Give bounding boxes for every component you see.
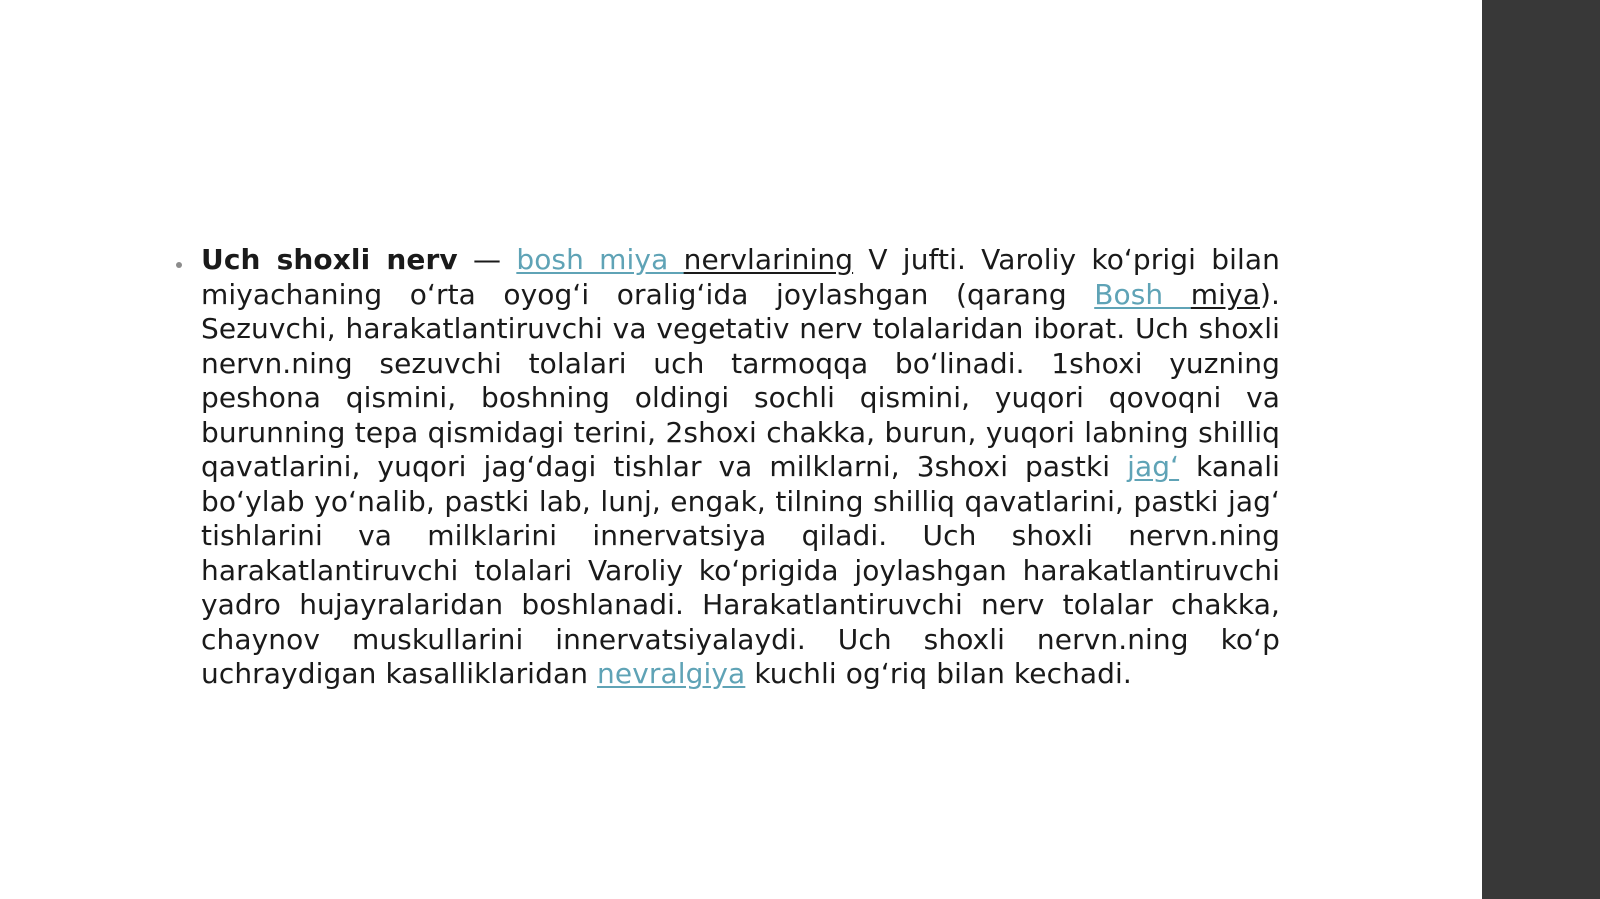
bullet-item [170, 243, 1280, 692]
body-paragraph [201, 243, 1280, 692]
side-bar [1482, 0, 1600, 899]
link-jag[interactable]: jagʻ [1127, 450, 1180, 483]
link-miya[interactable]: miya [1190, 277, 1260, 311]
term-heading: Uch shoxli nerv [201, 243, 458, 276]
link-nervlarining[interactable]: nervlarining [683, 243, 854, 276]
text-segment-4: kuchli ogʻriq bilan kechadi. [745, 657, 1132, 690]
dash-text: — [457, 243, 517, 276]
link-bosh[interactable]: Bosh [1094, 277, 1191, 311]
link-nevralgiya[interactable]: nevralgiya [597, 657, 746, 690]
text-segment-3: kanali boʻylab yoʻnalib, pastki lab, lunj, engak, tilning shilliq qavatlarini, pastki jagʻ tishlarini va milklarini innervatsiya qiladi. Uch shoxli nervn.ning harakatlantiruvchi tolalari Varoliy koʻprigida joylashgan harakatlantiruvchi yadro hujayralaridan boshlanadi. Harakatlantiruvchi nerv tolalar chakka, chaynov muskullarini innervatsiyalaydi. Uch shoxli nervn.ning koʻp uchraydigan kasalliklaridan [201, 450, 1280, 690]
slide-content [170, 243, 1280, 692]
bullet-dot-icon [176, 262, 182, 268]
text-segment-1: V jufti. Varoliy koʻprigi bilan miyachaning oʻrta oyogʻi oraligʻida joylashgan (qarang [201, 243, 1281, 311]
text-segment-2: ). Sezuvchi, harakatlantiruvchi va vegetativ nerv tolalaridan iborat. Uch shoxli nervn.ning sezuvchi tolalari uch tarmoqqa boʻlinadi. 1shoxi yuzning peshona qismini, boshning oldingi sochli qismini, yuqori qovoqni va burunning tepa qismidagi terini, 2shoxi chakka, burun, yuqori labning shilliq qavatlarini, yuqori jagʻdagi tishlar va milklarni, 3shoxi pastki [201, 277, 1280, 483]
link-bosh-miya[interactable]: bosh miya [516, 243, 684, 276]
